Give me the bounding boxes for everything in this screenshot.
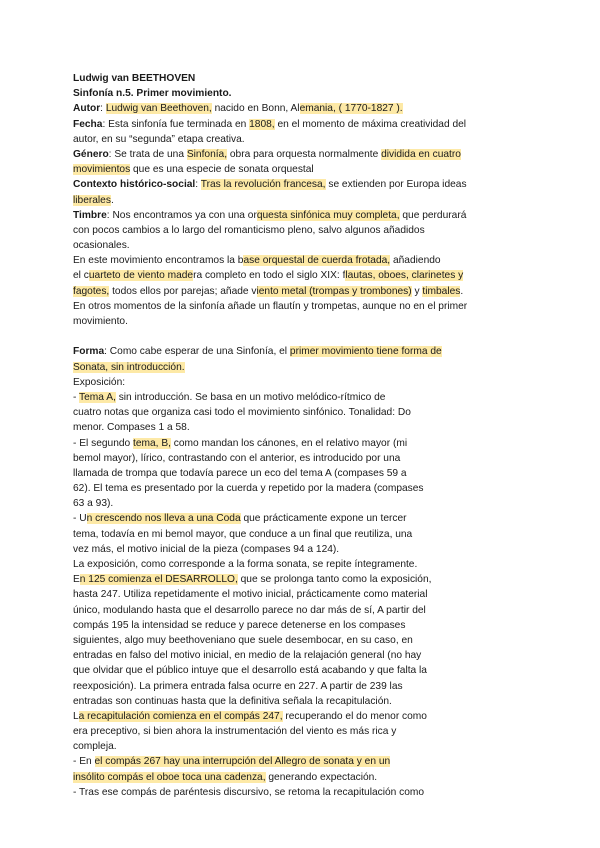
- text-line: [73, 739, 507, 754]
- bold-label: Autor: [73, 103, 101, 115]
- text-line: [73, 709, 507, 724]
- highlighted-text: Tras la revolución francesa,: [200, 179, 326, 191]
- text-line: [73, 466, 507, 481]
- text-segment: menor. Compases 1 a 58.: [73, 422, 190, 434]
- text-segment: Exposición:: [73, 376, 126, 388]
- text-segment: el c: [73, 270, 89, 282]
- text-segment: movimiento.: [73, 316, 128, 327]
- text-segment: : Como cabe esperar de una Sinfonía, el: [104, 346, 290, 358]
- highlighted-text: primer movimiento tiene forma de: [289, 346, 442, 358]
- text-segment: en el momento de máxima creatividad del: [274, 118, 467, 130]
- text-line: [73, 208, 507, 223]
- text-line: [73, 162, 507, 177]
- highlighted-text: ase orquestal de cuerda frotada,: [243, 255, 391, 267]
- text-line: [73, 132, 507, 147]
- text-line: [73, 238, 507, 253]
- text-segment: La exposición, como corresponde a la forma sonata, se repite íntegramente.: [73, 559, 418, 570]
- text-segment: se extienden por Europa ideas: [325, 179, 467, 191]
- text-line: [73, 724, 507, 739]
- highlighted-text: questa sinfónica muy completa,: [256, 209, 400, 221]
- bold-label: Fecha: [73, 118, 103, 130]
- text-segment: cuatro notas que organiza casi todo el movimiento sinfónico. Tonalidad: Do: [73, 407, 411, 419]
- text-segment: llamada de trompa que todavía parece un eco del tema A (compases 59 a: [73, 467, 407, 479]
- text-line: [73, 694, 507, 709]
- text-line: [73, 572, 507, 587]
- text-segment: recuperando el do menor como: [282, 710, 427, 722]
- text-line: [73, 284, 507, 299]
- text-segment: - U: [73, 513, 87, 525]
- text-line: [73, 360, 507, 375]
- text-segment: L: [73, 710, 79, 722]
- text-segment: tema, todavía en mi bemol mayor, que conduce a un final que reutiliza, una: [73, 528, 413, 540]
- highlighted-text: movimientos: [73, 164, 131, 176]
- text-segment: : Nos encontramos ya con una or: [106, 209, 257, 221]
- text-line: [73, 603, 507, 618]
- bold-label: Contexto histórico-social: [73, 179, 196, 191]
- text-segment: bemol mayor), lírico, contrastando con el anterior, es introducido por una: [73, 452, 401, 464]
- text-line: [73, 375, 507, 390]
- bold-label: Género: [73, 148, 109, 160]
- text-line: [73, 557, 507, 572]
- text-segment: ocasionales.: [73, 240, 130, 252]
- text-line: [73, 177, 507, 192]
- highlighted-text: dividida en cuatro: [381, 148, 461, 160]
- text-segment: reexposición). La primera entrada falsa ocurre en 227. A partir de 239 las: [73, 680, 403, 692]
- text-segment: -: [73, 391, 80, 403]
- text-segment: autor, en su “segunda” etapa creativa.: [73, 133, 245, 145]
- text-line: [73, 223, 507, 238]
- text-segment: que es una especie de sonata orquestal: [130, 164, 314, 176]
- document-page: [73, 71, 507, 800]
- text-segment: 63 a 93).: [73, 498, 114, 510]
- text-segment: que prácticamente expone un tercer: [240, 513, 407, 525]
- text-segment: compleja.: [73, 741, 117, 753]
- highlighted-text: lautas, oboes, clarinetes y: [345, 270, 464, 282]
- text-segment: .: [110, 194, 114, 206]
- highlighted-text: timbales: [422, 285, 461, 297]
- text-line: [73, 101, 507, 116]
- text-line: [73, 117, 507, 132]
- text-line: [73, 754, 507, 769]
- text-line: [73, 618, 507, 633]
- text-segment: ra completo en todo el siglo XIX: f: [193, 270, 346, 282]
- text-segment: añadiendo: [390, 255, 441, 267]
- text-line: [73, 420, 507, 435]
- text-segment: único, modulando hasta que el desarrollo parece no dar más de sí, A partir del: [73, 604, 426, 616]
- highlighted-text: n crescendo nos lleva a una Coda: [86, 513, 241, 525]
- highlighted-text: fagotes,: [73, 285, 110, 297]
- highlighted-text: n 125 comienza el DESARROLLO,: [79, 574, 238, 586]
- text-segment: todos ellos por parejas; añade v: [109, 285, 257, 297]
- text-segment: siguientes, algo muy beethoveniano que suele desembocar, en su caso, en: [73, 634, 413, 646]
- highlighted-text: Ludwig van Beethoven,: [105, 103, 212, 115]
- text-segment: como mandan los cánones, en el relativo mayor (mi: [170, 437, 408, 449]
- text-segment: y: [411, 285, 423, 297]
- text-segment: - El segundo: [73, 437, 134, 449]
- bold-label: Forma: [73, 346, 105, 358]
- text-segment: 62). El tema es presentado por la cuerda y repetido por la madera (compases: [73, 483, 424, 495]
- document-body: [73, 101, 507, 800]
- text-line: [73, 481, 507, 496]
- text-segment: entradas en falso del motivo inicial, en medio de la relajación general (no hay: [73, 650, 422, 662]
- text-line: [73, 679, 507, 694]
- text-line: [73, 344, 507, 359]
- text-segment: que perdurará: [399, 209, 467, 221]
- text-segment: hasta 247. Utiliza repetidamente el motivo inicial, prácticamente como material: [73, 589, 428, 601]
- text-segment: era preceptivo, si bien ahora la instrumentación del viento es más rica y: [73, 726, 397, 738]
- text-line: [73, 648, 507, 663]
- document-subtitle: Sinfonía n.5. Primer movimiento.: [73, 88, 232, 100]
- text-line: [73, 633, 507, 648]
- text-line: [73, 527, 507, 542]
- document-title: Ludwig van BEETHOVEN: [73, 73, 196, 84]
- text-segment: : Esta sinfonía fue terminada en: [102, 118, 250, 130]
- text-segment: con pocos cambios a lo largo del romanticismo pleno, salvo algunos añadidos: [73, 224, 425, 236]
- highlighted-text: uarteto de viento made: [88, 270, 194, 282]
- text-segment: : Se trata de una: [108, 148, 187, 160]
- text-line: [73, 299, 507, 314]
- text-segment: obra para orquesta normalmente: [227, 148, 382, 160]
- text-segment: que se prolonga tanto como la exposición,: [237, 574, 432, 586]
- text-segment: - En: [73, 756, 95, 768]
- text-segment: E: [73, 574, 80, 586]
- highlighted-text: liberales: [73, 194, 111, 206]
- text-segment: vez más, el motivo inicial de la pieza (compases 94 a 124).: [73, 543, 340, 555]
- text-segment: .: [460, 285, 464, 297]
- text-line: [73, 314, 507, 329]
- text-line: [73, 390, 507, 405]
- highlighted-text: Sonata, sin introducción.: [73, 361, 185, 373]
- text-line: [73, 436, 507, 451]
- text-segment: En este movimiento encontramos la b: [73, 255, 244, 267]
- text-segment: - Tras ese compás de paréntesis discursivo, se retoma la recapitulación como: [73, 786, 425, 798]
- highlighted-text: insólito compás el oboe toca una cadenza,: [73, 771, 266, 783]
- highlighted-text: tema, B,: [133, 437, 171, 449]
- text-segment: :: [195, 179, 201, 191]
- text-segment: :: [100, 103, 106, 115]
- text-line: [73, 147, 507, 162]
- text-line: [73, 268, 507, 283]
- text-line: [73, 193, 507, 208]
- highlighted-text: Tema A,: [79, 391, 116, 403]
- text-line: [73, 451, 507, 466]
- highlighted-text: a recapitulación comienza en el compás 247,: [78, 710, 283, 722]
- text-segment: nacido en Bonn, Al: [211, 103, 300, 115]
- text-segment: compás 195 la intensidad se reduce y parece detenerse en los compases: [73, 619, 406, 631]
- text-line: [73, 405, 507, 420]
- text-line: [73, 253, 507, 268]
- text-line: [73, 770, 507, 785]
- text-line: [73, 496, 507, 511]
- text-line: [73, 511, 507, 526]
- highlighted-text: iento metal (trompas y trombones): [256, 285, 412, 297]
- text-segment: En otros momentos de la sinfonía añade un flautín y trompetas, aunque no en el primer: [73, 300, 468, 312]
- text-line: [73, 542, 507, 557]
- highlighted-text: Sinfonía,: [186, 148, 228, 160]
- highlighted-text: 1808,: [249, 118, 275, 130]
- bold-label: Timbre: [73, 209, 107, 221]
- highlighted-text: el compás 267 hay una interrupción del Allegro de sonata y en un: [94, 756, 391, 768]
- text-segment: sin introducción. Se basa en un motivo melódico-rítmico de: [115, 391, 386, 403]
- text-segment: generando expectación.: [265, 771, 378, 783]
- text-segment: entradas son continuas hasta que la definitiva señala la recapitulación.: [73, 695, 392, 707]
- text-line: [73, 663, 507, 678]
- blank-line: [73, 329, 507, 344]
- text-line: [73, 785, 507, 800]
- highlighted-text: emania, ( 1770-1827 ).: [299, 103, 403, 115]
- text-line: [73, 587, 507, 602]
- text-segment: que olvidar que el público intuye que el desarrollo está acabando y que falta la: [73, 665, 427, 677]
